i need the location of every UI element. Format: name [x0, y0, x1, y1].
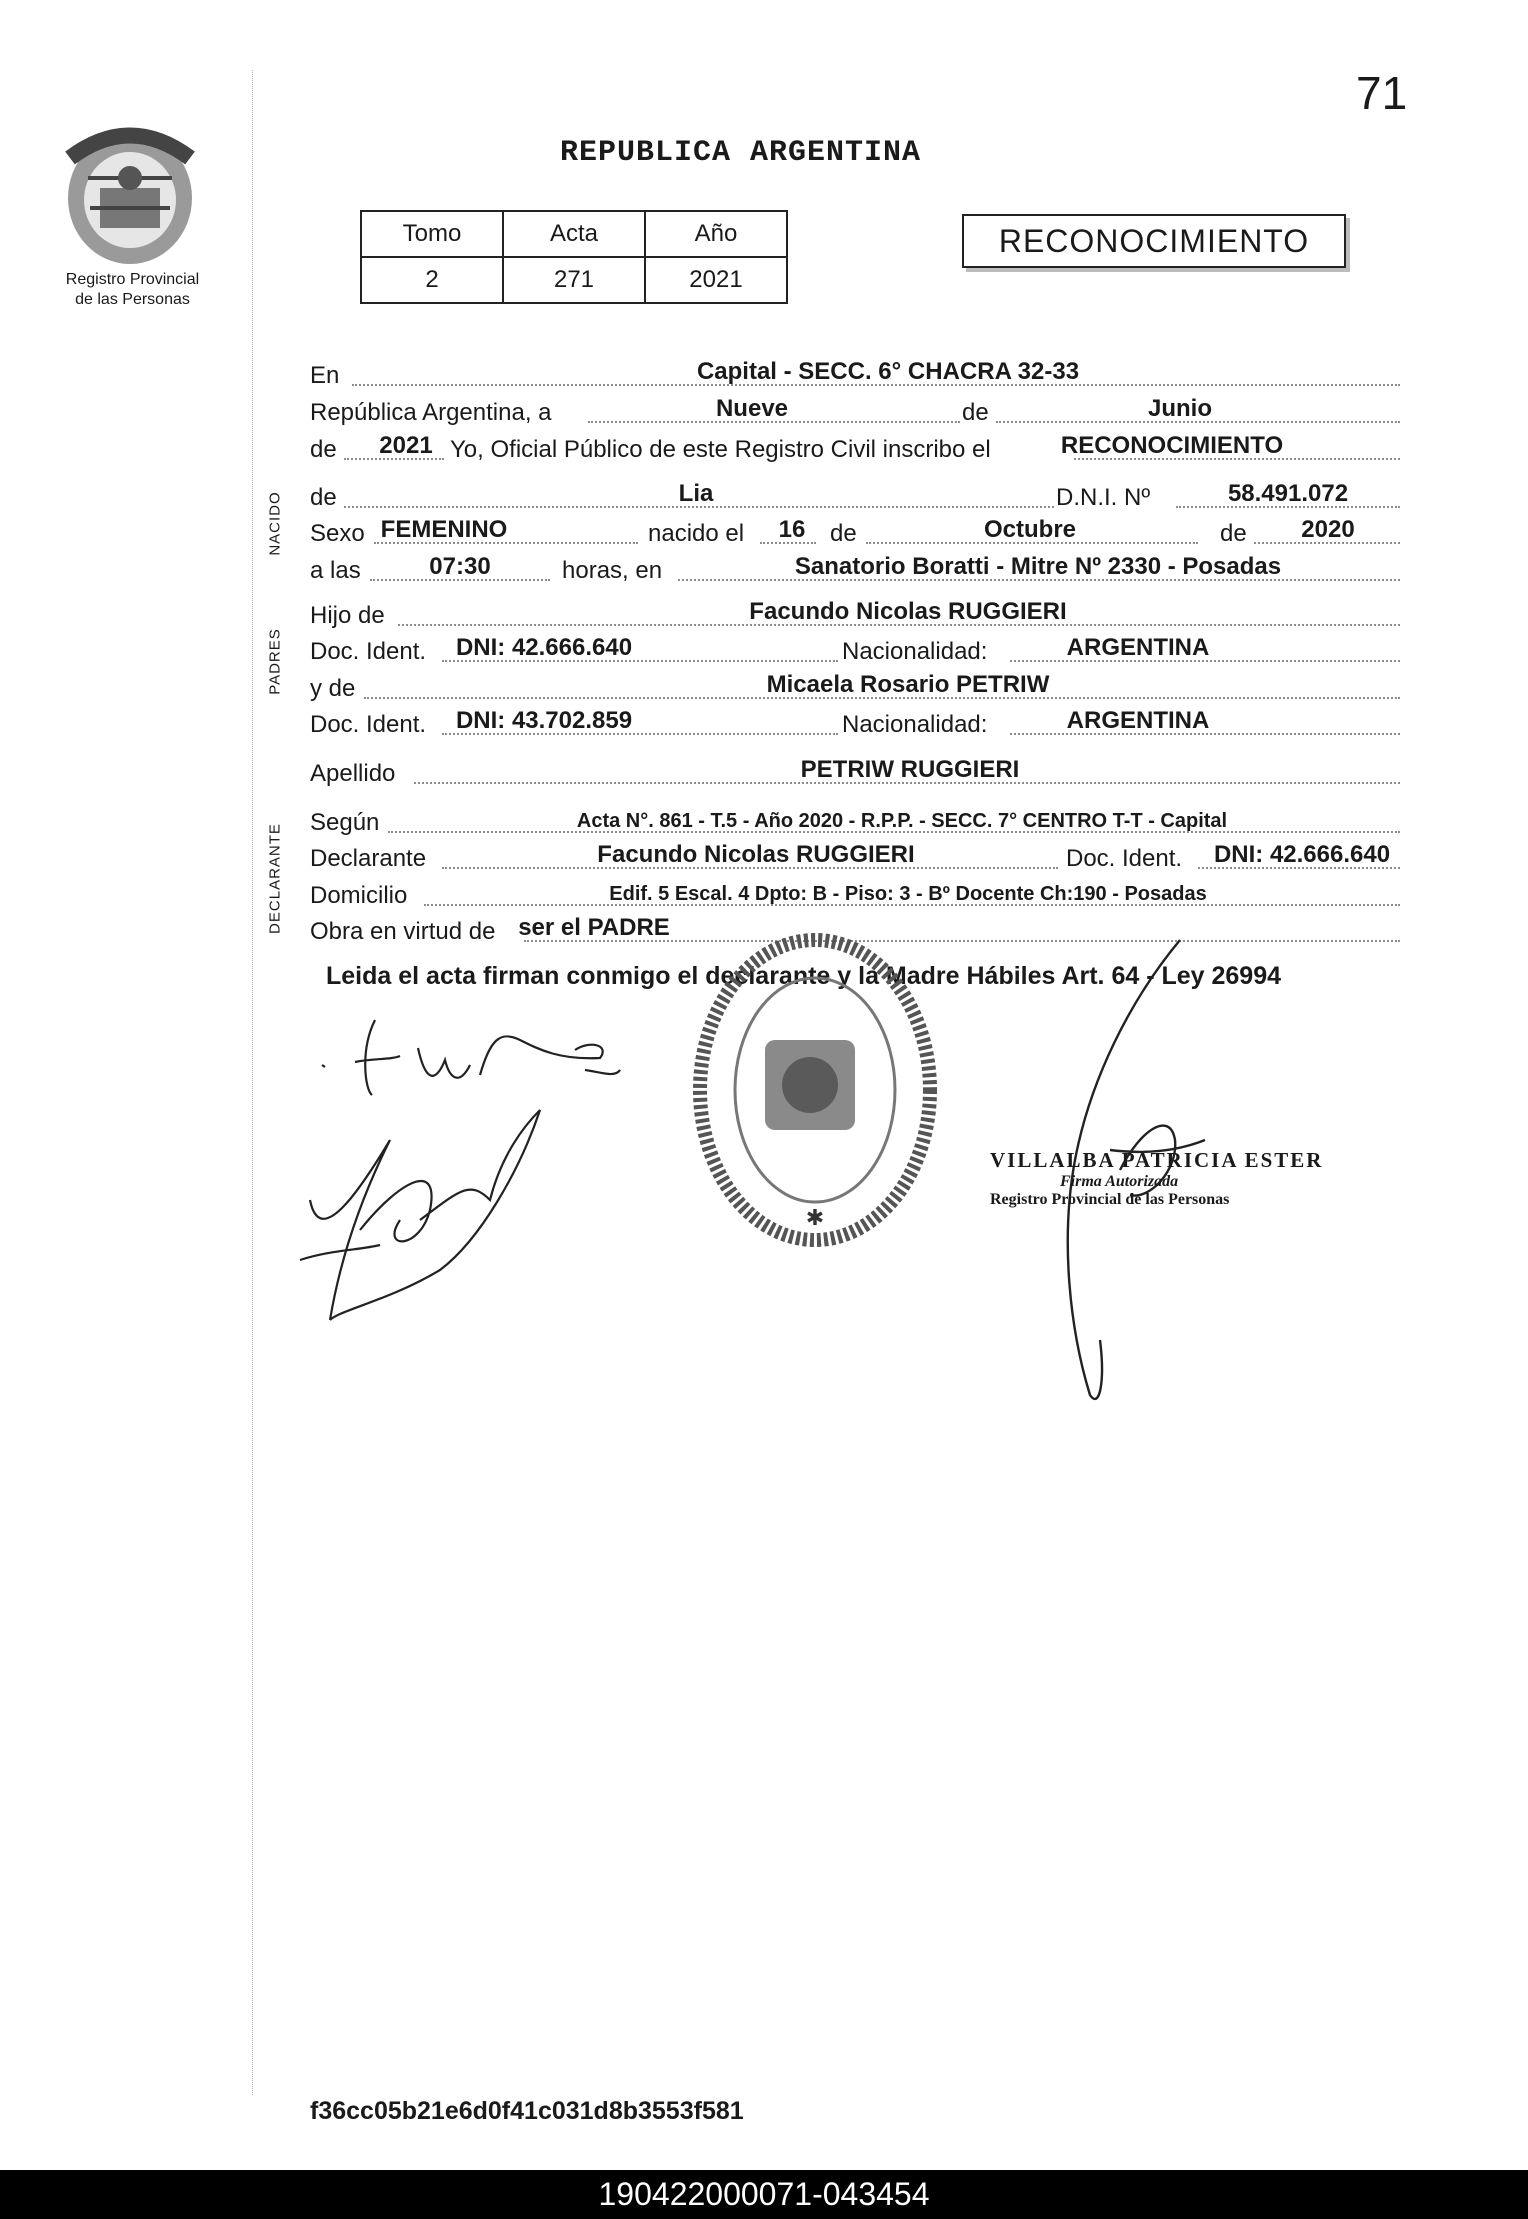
- ano-value: 2021: [645, 257, 787, 303]
- field-father-nationality: ARGENTINA: [1066, 634, 1210, 661]
- label-a-las: a las: [310, 557, 361, 584]
- svg-text:✱: ✱: [805, 1205, 825, 1230]
- field-declarant: Facundo Nicolas RUGGIERI: [597, 841, 915, 868]
- field-place: Capital - SECC. 6° CHACRA 32-33: [696, 358, 1080, 385]
- field-segun: Acta N°. 861 - T.5 - Año 2020 - R.P.P. - SECC. 7° CENTRO T-T - Capital: [576, 810, 1228, 832]
- record-type-box: RECONOCIMIENTO: [962, 214, 1346, 268]
- label-doc-ident-2: Doc. Ident.: [310, 711, 427, 738]
- field-mother-doc: DNI: 43.702.859: [455, 707, 633, 734]
- label-nacido-el: nacido el: [648, 520, 745, 547]
- tomo-value: 2: [361, 257, 503, 303]
- tomo-header: Tomo: [361, 211, 503, 257]
- field-year: 2021: [379, 432, 433, 459]
- side-label-padres: PADRES: [266, 628, 284, 695]
- acta-header: Acta: [503, 211, 645, 257]
- field-month: Junio: [1148, 395, 1212, 422]
- page-number: 71: [1356, 67, 1408, 119]
- label-domicilio: Domicilio: [310, 882, 408, 909]
- label-obra: Obra en virtud de: [310, 918, 496, 945]
- registry-stamp-icon: [700, 940, 930, 1240]
- label-dni: D.N.I. Nº: [1056, 484, 1151, 511]
- label-nacionalidad-1: Nacionalidad:: [842, 638, 988, 665]
- label-de-5: de: [1220, 520, 1247, 547]
- ano-header: Año: [645, 211, 787, 257]
- label-republica: República Argentina, a: [310, 399, 552, 426]
- field-birth-month: Octubre: [983, 516, 1077, 543]
- label-sexo: Sexo: [310, 520, 365, 547]
- officer-stamp: [990, 1148, 1323, 1209]
- label-doc-ident-1: Doc. Ident.: [310, 638, 427, 665]
- field-birth-year: 2020: [1301, 516, 1355, 543]
- label-doc-ident-3: Doc. Ident.: [1066, 845, 1183, 872]
- field-father-doc: DNI: 42.666.640: [455, 634, 633, 661]
- side-label-declarante: DECLARANTE: [266, 823, 284, 934]
- label-y-de: y de: [310, 675, 356, 702]
- document-hash: f36cc05b21e6d0f41c031d8b3553f581: [310, 2097, 744, 2125]
- field-day: Nueve: [715, 395, 789, 422]
- officer-title: Firma Autorizada: [1060, 1173, 1179, 1190]
- field-dni: 58.491.072: [1227, 480, 1349, 507]
- field-address: Edif. 5 Escal. 4 Dpto: B - Piso: 3 - Bº Docente Ch:190 - Posadas: [609, 883, 1207, 905]
- field-capacity: ser el PADRE: [518, 914, 670, 941]
- field-declarant-doc: DNI: 42.666.640: [1213, 841, 1391, 868]
- barcode-footer: 190422000071-043454: [0, 2170, 1528, 2219]
- label-hijo-de: Hijo de: [310, 602, 385, 629]
- label-de-2: de: [310, 436, 337, 463]
- officer-name: VILLALBA PATRICIA ESTER: [990, 1148, 1324, 1172]
- label-apellido: Apellido: [310, 760, 396, 787]
- acta-value: 271: [503, 257, 645, 303]
- field-father: Facundo Nicolas RUGGIERI: [749, 598, 1067, 625]
- declarant-signature-icon: [322, 1020, 620, 1095]
- field-sex: FEMENINO: [380, 516, 508, 543]
- label-de-4: de: [830, 520, 857, 547]
- field-birth-time: 07:30: [429, 553, 491, 580]
- field-mother: Micaela Rosario PETRIW: [766, 671, 1050, 698]
- closing-statement: Leida el acta firman conmigo el declarante y la Madre Hábiles Art. 64 - Ley 26994: [326, 962, 1282, 990]
- field-surname: PETRIW RUGGIERI: [800, 756, 1020, 783]
- country-title: REPUBLICA ARGENTINA: [560, 136, 922, 170]
- officer-registry: Registro Provincial de las Personas: [990, 1191, 1230, 1208]
- label-de-3: de: [310, 484, 337, 511]
- field-name: Lia: [678, 480, 714, 507]
- label-declarante: Declarante: [310, 845, 427, 872]
- mother-signature-icon: [300, 1110, 540, 1320]
- side-label-nacido: NACIDO: [266, 491, 284, 556]
- label-nacionalidad-2: Nacionalidad:: [842, 711, 988, 738]
- field-act: RECONOCIMIENTO: [1060, 432, 1284, 459]
- label-de-1: de: [962, 399, 989, 426]
- label-horas-en: horas, en: [562, 557, 663, 584]
- field-birth-place: Sanatorio Boratti - Mitre Nº 2330 - Posadas: [794, 553, 1282, 580]
- label-yo-oficial: Yo, Oficial Público de este Registro Civil inscribo el: [450, 436, 991, 463]
- label-en: En: [310, 362, 340, 389]
- field-mother-nationality: ARGENTINA: [1066, 707, 1210, 734]
- label-segun: Según: [310, 809, 380, 836]
- field-birth-day: 16: [778, 516, 806, 543]
- registry-label: Registro Provincial de las Personas: [65, 271, 200, 308]
